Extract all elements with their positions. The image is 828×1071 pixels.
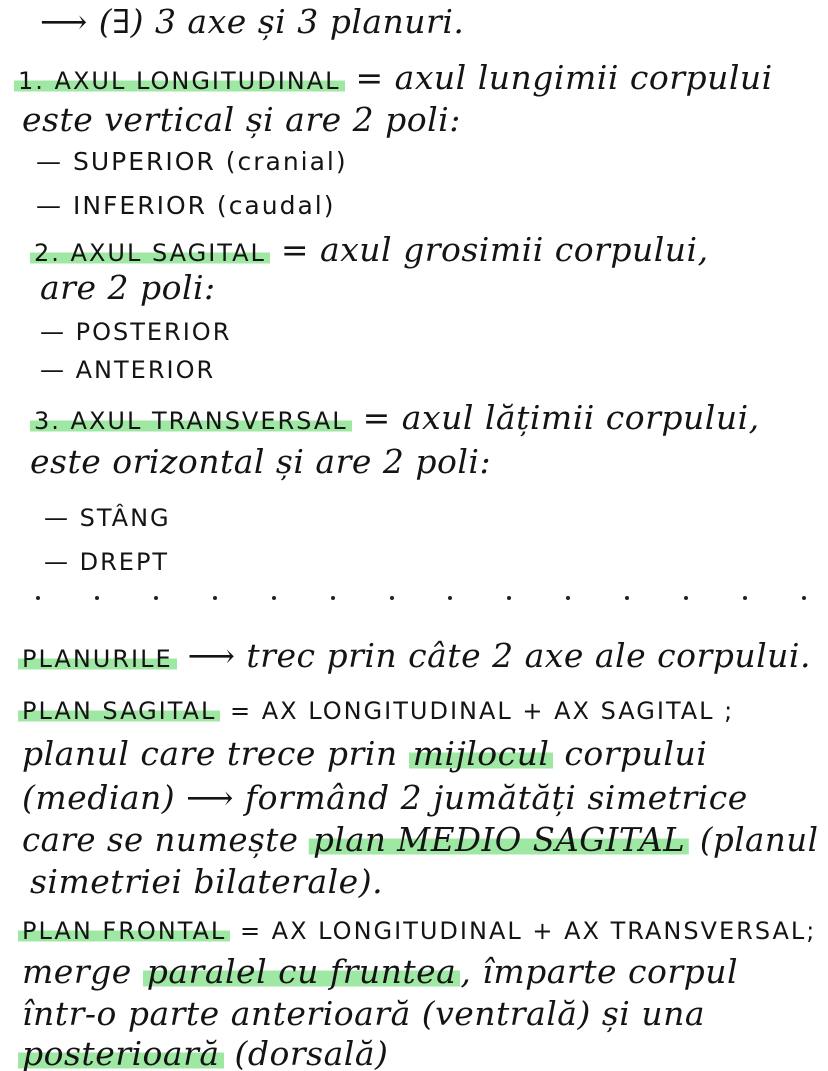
axis-2-definition: = axul grosimii corpului, bbox=[269, 230, 709, 269]
divider-dot bbox=[802, 596, 806, 600]
sagittal-text-1a: planul care trece prin bbox=[22, 734, 409, 773]
divider-dot bbox=[507, 596, 511, 600]
divider-dot bbox=[95, 596, 99, 600]
sagittal-text-1c: corpului bbox=[553, 734, 708, 773]
divider-dot bbox=[331, 596, 335, 600]
divider-dot bbox=[743, 596, 747, 600]
frontal-plane-text-2: într-o parte anterioară (ventrală) și una bbox=[22, 994, 705, 1033]
divider-dot bbox=[625, 596, 629, 600]
axis-3-label: 3. AXUL TRANSVERSAL bbox=[30, 407, 352, 435]
divider-dot bbox=[213, 596, 217, 600]
axis-1-label: 1. AXUL LONGITUDINAL bbox=[14, 67, 345, 95]
frontal-text-3b: (dorsală) bbox=[223, 1034, 389, 1071]
frontal-plane-text-3 bbox=[18, 1034, 388, 1071]
section-divider-dots bbox=[36, 596, 806, 600]
divider-dot bbox=[566, 596, 570, 600]
axis-1-definition: = axul lungimii corpului bbox=[344, 58, 773, 97]
posterior-highlight: posterioară bbox=[18, 1034, 224, 1071]
axis-2-pole-anterior: — ANTERIOR bbox=[40, 356, 216, 384]
sagittal-plane-formula: = AX LONGITUDINAL + AX SAGITAL ; bbox=[220, 697, 735, 725]
frontal-text-1-highlight: paralel cu fruntea bbox=[143, 952, 461, 991]
axis-1-description: este vertical și are 2 poli: bbox=[22, 100, 461, 139]
sagittal-text-3a: care se numește bbox=[22, 820, 310, 859]
divider-dot bbox=[154, 596, 158, 600]
sagittal-text-3c: (planul bbox=[689, 820, 819, 859]
sagittal-plane-text-1 bbox=[22, 734, 707, 774]
axis-3-pole-right: — DREPT bbox=[44, 548, 170, 576]
divider-dot bbox=[448, 596, 452, 600]
axis-2-description: are 2 poli: bbox=[40, 268, 216, 307]
axis-3-description: este orizontal și are 2 poli: bbox=[30, 442, 492, 481]
divider-dot bbox=[272, 596, 276, 600]
frontal-text-1a: merge bbox=[22, 952, 143, 991]
divider-dot bbox=[684, 596, 688, 600]
sagittal-plane-text-3 bbox=[22, 820, 818, 860]
sagittal-plane-heading bbox=[18, 688, 734, 731]
axis-1-pole-inferior: — INFERIOR (caudal) bbox=[36, 191, 336, 220]
axis-2-heading bbox=[30, 230, 709, 273]
axis-3-definition: = axul lățimii corpului, bbox=[351, 398, 760, 437]
axis-2-pole-posterior: — POSTERIOR bbox=[40, 318, 232, 346]
planes-label: PLANURILE bbox=[18, 645, 177, 673]
frontal-text-1c: , împarte corpul bbox=[460, 952, 739, 991]
sagittal-plane-label: PLAN SAGITAL bbox=[18, 697, 220, 725]
axis-2-label: 2. AXUL SAGITAL bbox=[30, 239, 270, 267]
sagittal-text-1-highlight: mijlocul bbox=[409, 734, 554, 773]
divider-dot bbox=[36, 596, 40, 600]
planes-definition: ⟶ trec prin câte 2 axe ale corpului. bbox=[176, 636, 811, 675]
axis-3-pole-left: — STÂNG bbox=[44, 504, 171, 532]
axis-1-pole-superior: — SUPERIOR (cranial) bbox=[36, 147, 348, 176]
divider-dot bbox=[390, 596, 394, 600]
axis-3-heading bbox=[30, 398, 760, 441]
intro-line: ⟶ (∃) 3 axe și 3 planuri. bbox=[40, 2, 465, 41]
sagittal-plane-text-2: (median) ⟶ formând 2 jumătăți simetrice bbox=[22, 778, 748, 817]
medio-sagittal-highlight: plan MEDIO SAGITAL bbox=[309, 820, 689, 859]
frontal-plane-heading bbox=[18, 908, 816, 951]
sagittal-plane-text-4: simetriei bilaterale). bbox=[30, 862, 384, 901]
planes-heading bbox=[18, 636, 811, 679]
axis-1-heading bbox=[14, 58, 773, 101]
frontal-plane-label: PLAN FRONTAL bbox=[18, 917, 230, 945]
frontal-plane-formula: = AX LONGITUDINAL + AX TRANSVERSAL; bbox=[230, 917, 817, 945]
frontal-plane-text-1 bbox=[22, 952, 738, 992]
